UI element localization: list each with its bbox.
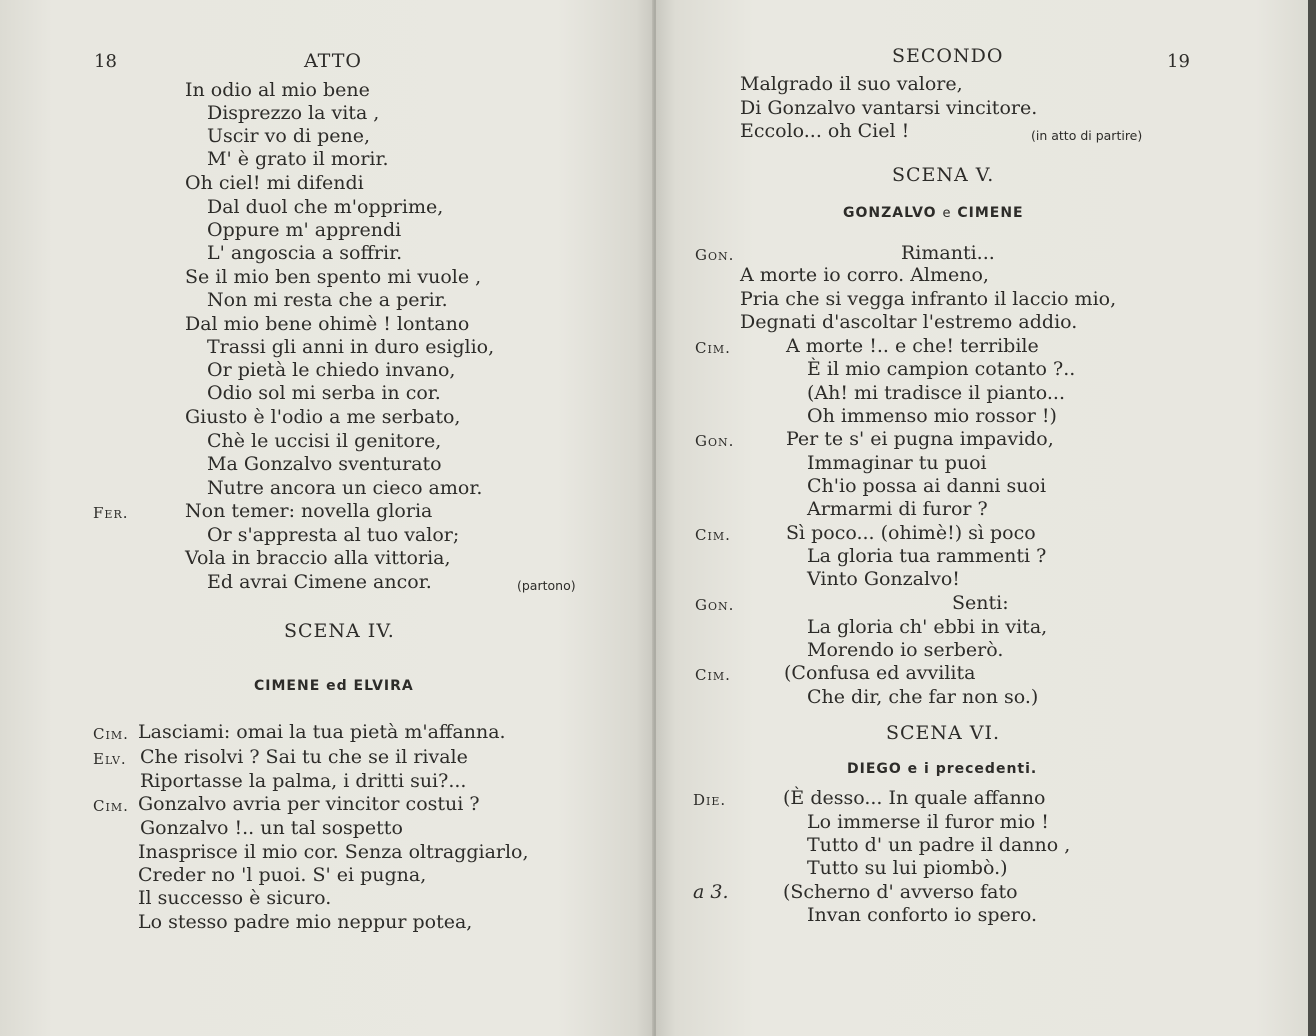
verse-line: Dal duol che m'opprime, <box>207 196 444 218</box>
speaker-label: Cim. <box>695 526 731 544</box>
background-edge <box>1308 0 1316 1036</box>
dialogue-line: Per te s' ei pugna impavido, <box>786 428 1054 450</box>
dialogue-line: A morte io corro. Almeno, <box>740 264 989 286</box>
speaker-label: a 3. <box>693 881 729 903</box>
verse-line: In odio al mio bene <box>185 79 370 101</box>
dialogue-line: Invan conforto io spero. <box>807 904 1038 926</box>
verse-line: Ed avrai Cimene ancor. <box>207 571 432 593</box>
dialogue-line: (È desso... In quale affanno <box>783 787 1046 809</box>
dialogue-line: Armarmi di furor ? <box>807 498 988 520</box>
speaker-label: Fer. <box>93 504 129 522</box>
verse-line: Di Gonzalvo vantarsi vincitore. <box>740 97 1038 119</box>
verse-line: Eccolo... oh Ciel ! <box>740 120 910 142</box>
verse-line: Non temer: novella gloria <box>185 500 433 522</box>
verse-line: Uscir vo di pene, <box>207 125 371 147</box>
page-number: 19 <box>1167 51 1190 72</box>
dialogue-line: Degnati d'ascoltar l'estremo addio. <box>740 311 1078 333</box>
dialogue-line: La gloria ch' ebbi in vita, <box>807 616 1048 638</box>
cast-join: e <box>942 206 952 221</box>
dialogue-line: Che dir, che far non so.) <box>807 686 1039 708</box>
verse-line: Disprezzo la vita , <box>207 102 380 124</box>
dialogue-line: Pria che si vegga infranto il laccio mio, <box>740 288 1117 310</box>
cast-name: DIEGO <box>847 761 902 777</box>
cast-name: CIMENE <box>957 205 1024 221</box>
verse-line: Nutre ancora un cieco amor. <box>207 477 483 499</box>
scene-cast <box>847 758 1037 781</box>
verse-line: L' angoscia a soffrir. <box>207 242 403 264</box>
speaker-label: Gon. <box>695 596 735 614</box>
scene-cast: CIMENE ed ELVIRA <box>254 678 414 694</box>
verse-line: Oppure m' apprendi <box>207 219 402 241</box>
verse-line: Or pietà le chiedo invano, <box>207 359 456 381</box>
verse-line: Malgrado il suo valore, <box>740 73 963 95</box>
verse-line: Odio sol mi serba in cor. <box>207 382 441 404</box>
speaker-label: Cim. <box>695 339 731 357</box>
dialogue-line: Ch'io possa ai danni suoi <box>807 475 1047 497</box>
speaker-label: Die. <box>693 791 727 809</box>
scene-cast <box>843 202 1024 225</box>
verse-line: Giusto è l'odio a me serbato, <box>185 406 461 428</box>
dialogue-line: Creder no 'l puoi. S' ei pugna, <box>138 864 427 886</box>
right-page <box>656 0 1308 1036</box>
page-number: 18 <box>94 51 117 72</box>
dialogue-line: La gloria tua rammenti ? <box>807 545 1047 567</box>
scene-title: SCENA IV. <box>284 620 395 642</box>
dialogue-line: Gonzalvo avria per vincitor costui ? <box>138 793 480 815</box>
dialogue-line: Il successo è sicuro. <box>138 887 332 909</box>
dialogue-line: Riportasse la palma, i dritti sui?... <box>140 770 467 792</box>
speaker-label: Gon. <box>695 246 735 264</box>
dialogue-line: Lasciami: omai la tua pietà m'affanna. <box>138 721 506 743</box>
verse-line: Oh ciel! mi difendi <box>185 172 364 194</box>
dialogue-line: (Scherno d' avverso fato <box>783 881 1018 903</box>
speaker-label: Cim. <box>93 725 129 743</box>
running-head: ATTO <box>304 50 362 72</box>
left-page <box>0 0 656 1036</box>
dialogue-line: Rimanti... <box>901 242 995 264</box>
cast-name: GONZALVO <box>843 205 937 221</box>
verse-line: Ma Gonzalvo sventurato <box>207 453 442 475</box>
stage-direction: (partono) <box>517 578 576 593</box>
verse-line: Trassi gli anni in duro esiglio, <box>207 336 495 358</box>
dialogue-line: Lo immerse il furor mio ! <box>807 811 1049 833</box>
dialogue-line: È il mio campion cotanto ?.. <box>807 358 1076 380</box>
dialogue-line: (Ah! mi tradisce il pianto... <box>807 382 1065 404</box>
scene-title: SCENA VI. <box>886 722 1001 744</box>
speaker-label: Elv. <box>93 750 127 768</box>
verse-line: Vola in braccio alla vittoria, <box>185 547 451 569</box>
dialogue-line: Tutto d' un padre il danno , <box>807 834 1071 856</box>
dialogue-line: Gonzalvo !.. un tal sospetto <box>140 817 403 839</box>
dialogue-line: Tutto su lui piombò.) <box>807 857 1008 879</box>
cast-rest: e i precedenti. <box>907 761 1038 777</box>
verse-line: M' è grato il morir. <box>207 148 389 170</box>
speaker-label: Cim. <box>695 666 731 684</box>
scene-title: SCENA V. <box>892 164 995 186</box>
dialogue-line: (Confusa ed avvilita <box>784 662 976 684</box>
speaker-label: Cim. <box>93 797 129 815</box>
dialogue-line: Senti: <box>952 592 1009 614</box>
dialogue-line: Morendo io serberò. <box>807 639 1004 661</box>
dialogue-line: Che risolvi ? Sai tu che se il rivale <box>140 746 468 768</box>
dialogue-line: Immaginar tu puoi <box>807 452 987 474</box>
verse-line: Se il mio ben spento mi vuole , <box>185 266 482 288</box>
dialogue-line: Inasprisce il mio cor. Senza oltraggiarlo, <box>138 841 529 863</box>
running-head: SECONDO <box>892 45 1004 67</box>
dialogue-line: A morte !.. e che! terribile <box>786 335 1039 357</box>
verse-line: Dal mio bene ohimè ! lontano <box>185 313 470 335</box>
dialogue-line: Lo stesso padre mio neppur potea, <box>138 911 473 933</box>
dialogue-line: Oh immenso mio rossor !) <box>807 405 1057 427</box>
dialogue-line: Vinto Gonzalvo! <box>807 568 960 590</box>
stage-direction: (in atto di partire) <box>1031 128 1143 143</box>
verse-line: Chè le uccisi il genitore, <box>207 430 442 452</box>
dialogue-line: Sì poco... (ohimè!) sì poco <box>786 522 1036 544</box>
verse-line: Non mi resta che a perir. <box>207 289 448 311</box>
verse-line: Or s'appresta al tuo valor; <box>207 524 460 546</box>
speaker-label: Gon. <box>695 432 735 450</box>
